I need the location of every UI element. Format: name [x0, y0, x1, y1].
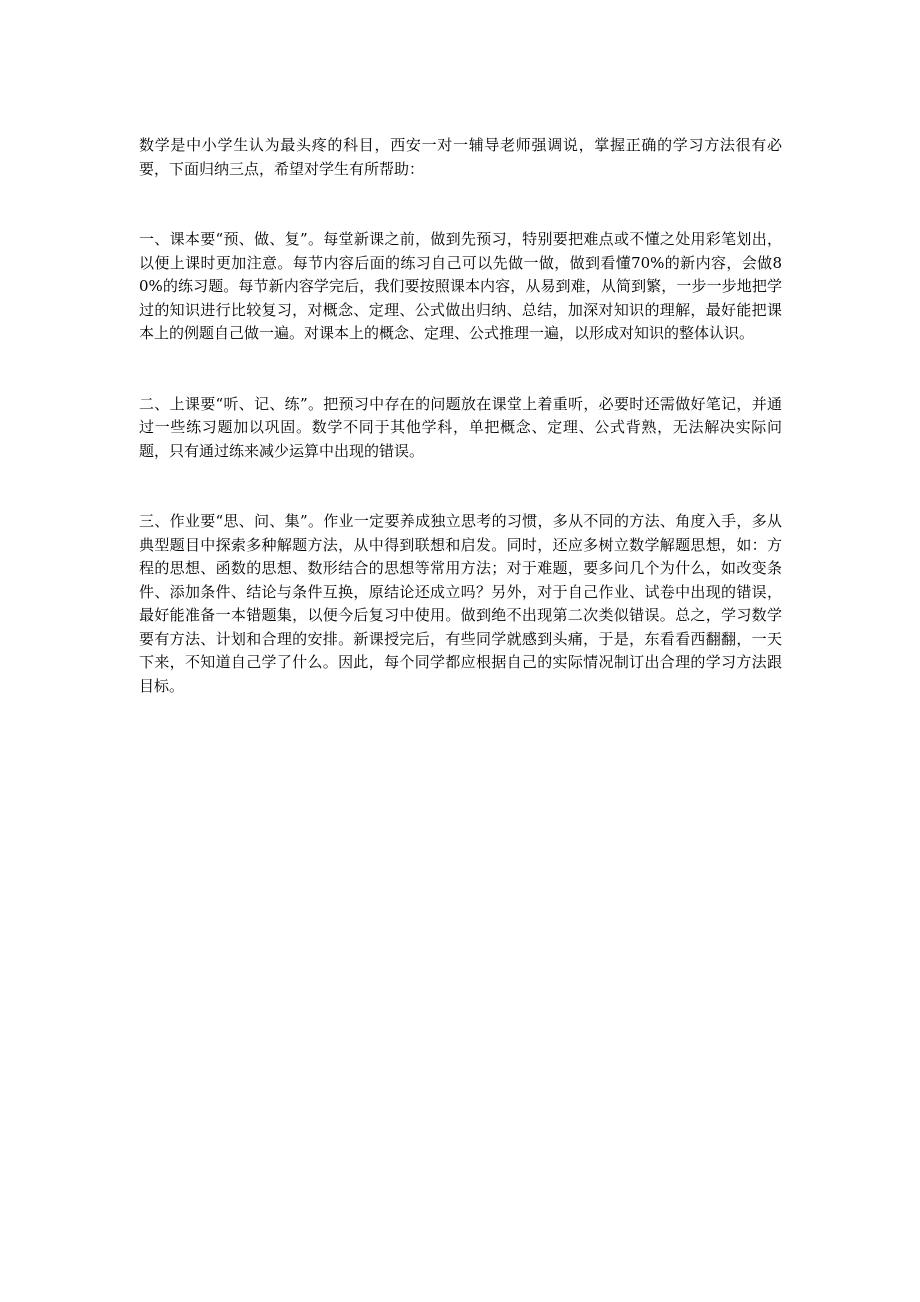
section-one-paragraph: 一、课本要“预、做、复”。每堂新课之前，做到先预习，特别要把难点或不懂之处用彩笔划出，以便上课时更加注意。每节内容后面的练习自己可以先做一做，做到看懂70%的新内容，会做80%的练习题。每节新内容学完后，我们要按照课本内容，从易到难，从简到繁，一步一步地把学过的知识进行比较复习，对概念、定理、公式做出归纳、总结，加深对知识的理解，最好能把课本上的例题自己做一遍。对课本上的概念、定理、公式推理一遍，以形成对知识的整体认识。 [139, 230, 782, 342]
section-three-paragraph: 三、作业要“思、问、集”。作业一定要养成独立思考的习惯，多从不同的方法、角度入手，多从典型题目中探索多种解题方法，从中得到联想和启发。同时，还应多树立数学解题思想，如：方程的思想、函数的思想、数形结合的思想等常用方法；对于难题，要多问几个为什么，如改变条件、添加条件、结论与条件互换，原结论还成立吗？另外，对于自己作业、试卷中出现的错误，最好能准备一本错题集，以便今后复习中使用。做到绝不出现第二次类似错误。总之，学习数学要有方法、计划和合理的安排。新课授完后，有些同学就感到头痛，于是，东看看西翻翻，一天下来，不知道自己学了什么。因此，每个同学都应根据自己的实际情况制订出合理的学习方法跟目标。 [139, 512, 782, 695]
intro-paragraph: 数学是中小学生认为最头疼的科目，西安一对一辅导老师强调说，掌握正确的学习方法很有必要，下面归纳三点，希望对学生有所帮助： [139, 136, 782, 178]
section-two-paragraph: 二、上课要“听、记、练”。把预习中存在的问题放在课堂上着重听，必要时还需做好笔记，并通过一些练习题加以巩固。数学不同于其他学科，单把概念、定理、公式背熟，无法解决实际问题，只有通过练来减少运算中出现的错误。 [139, 394, 782, 460]
document-body [139, 134, 782, 698]
